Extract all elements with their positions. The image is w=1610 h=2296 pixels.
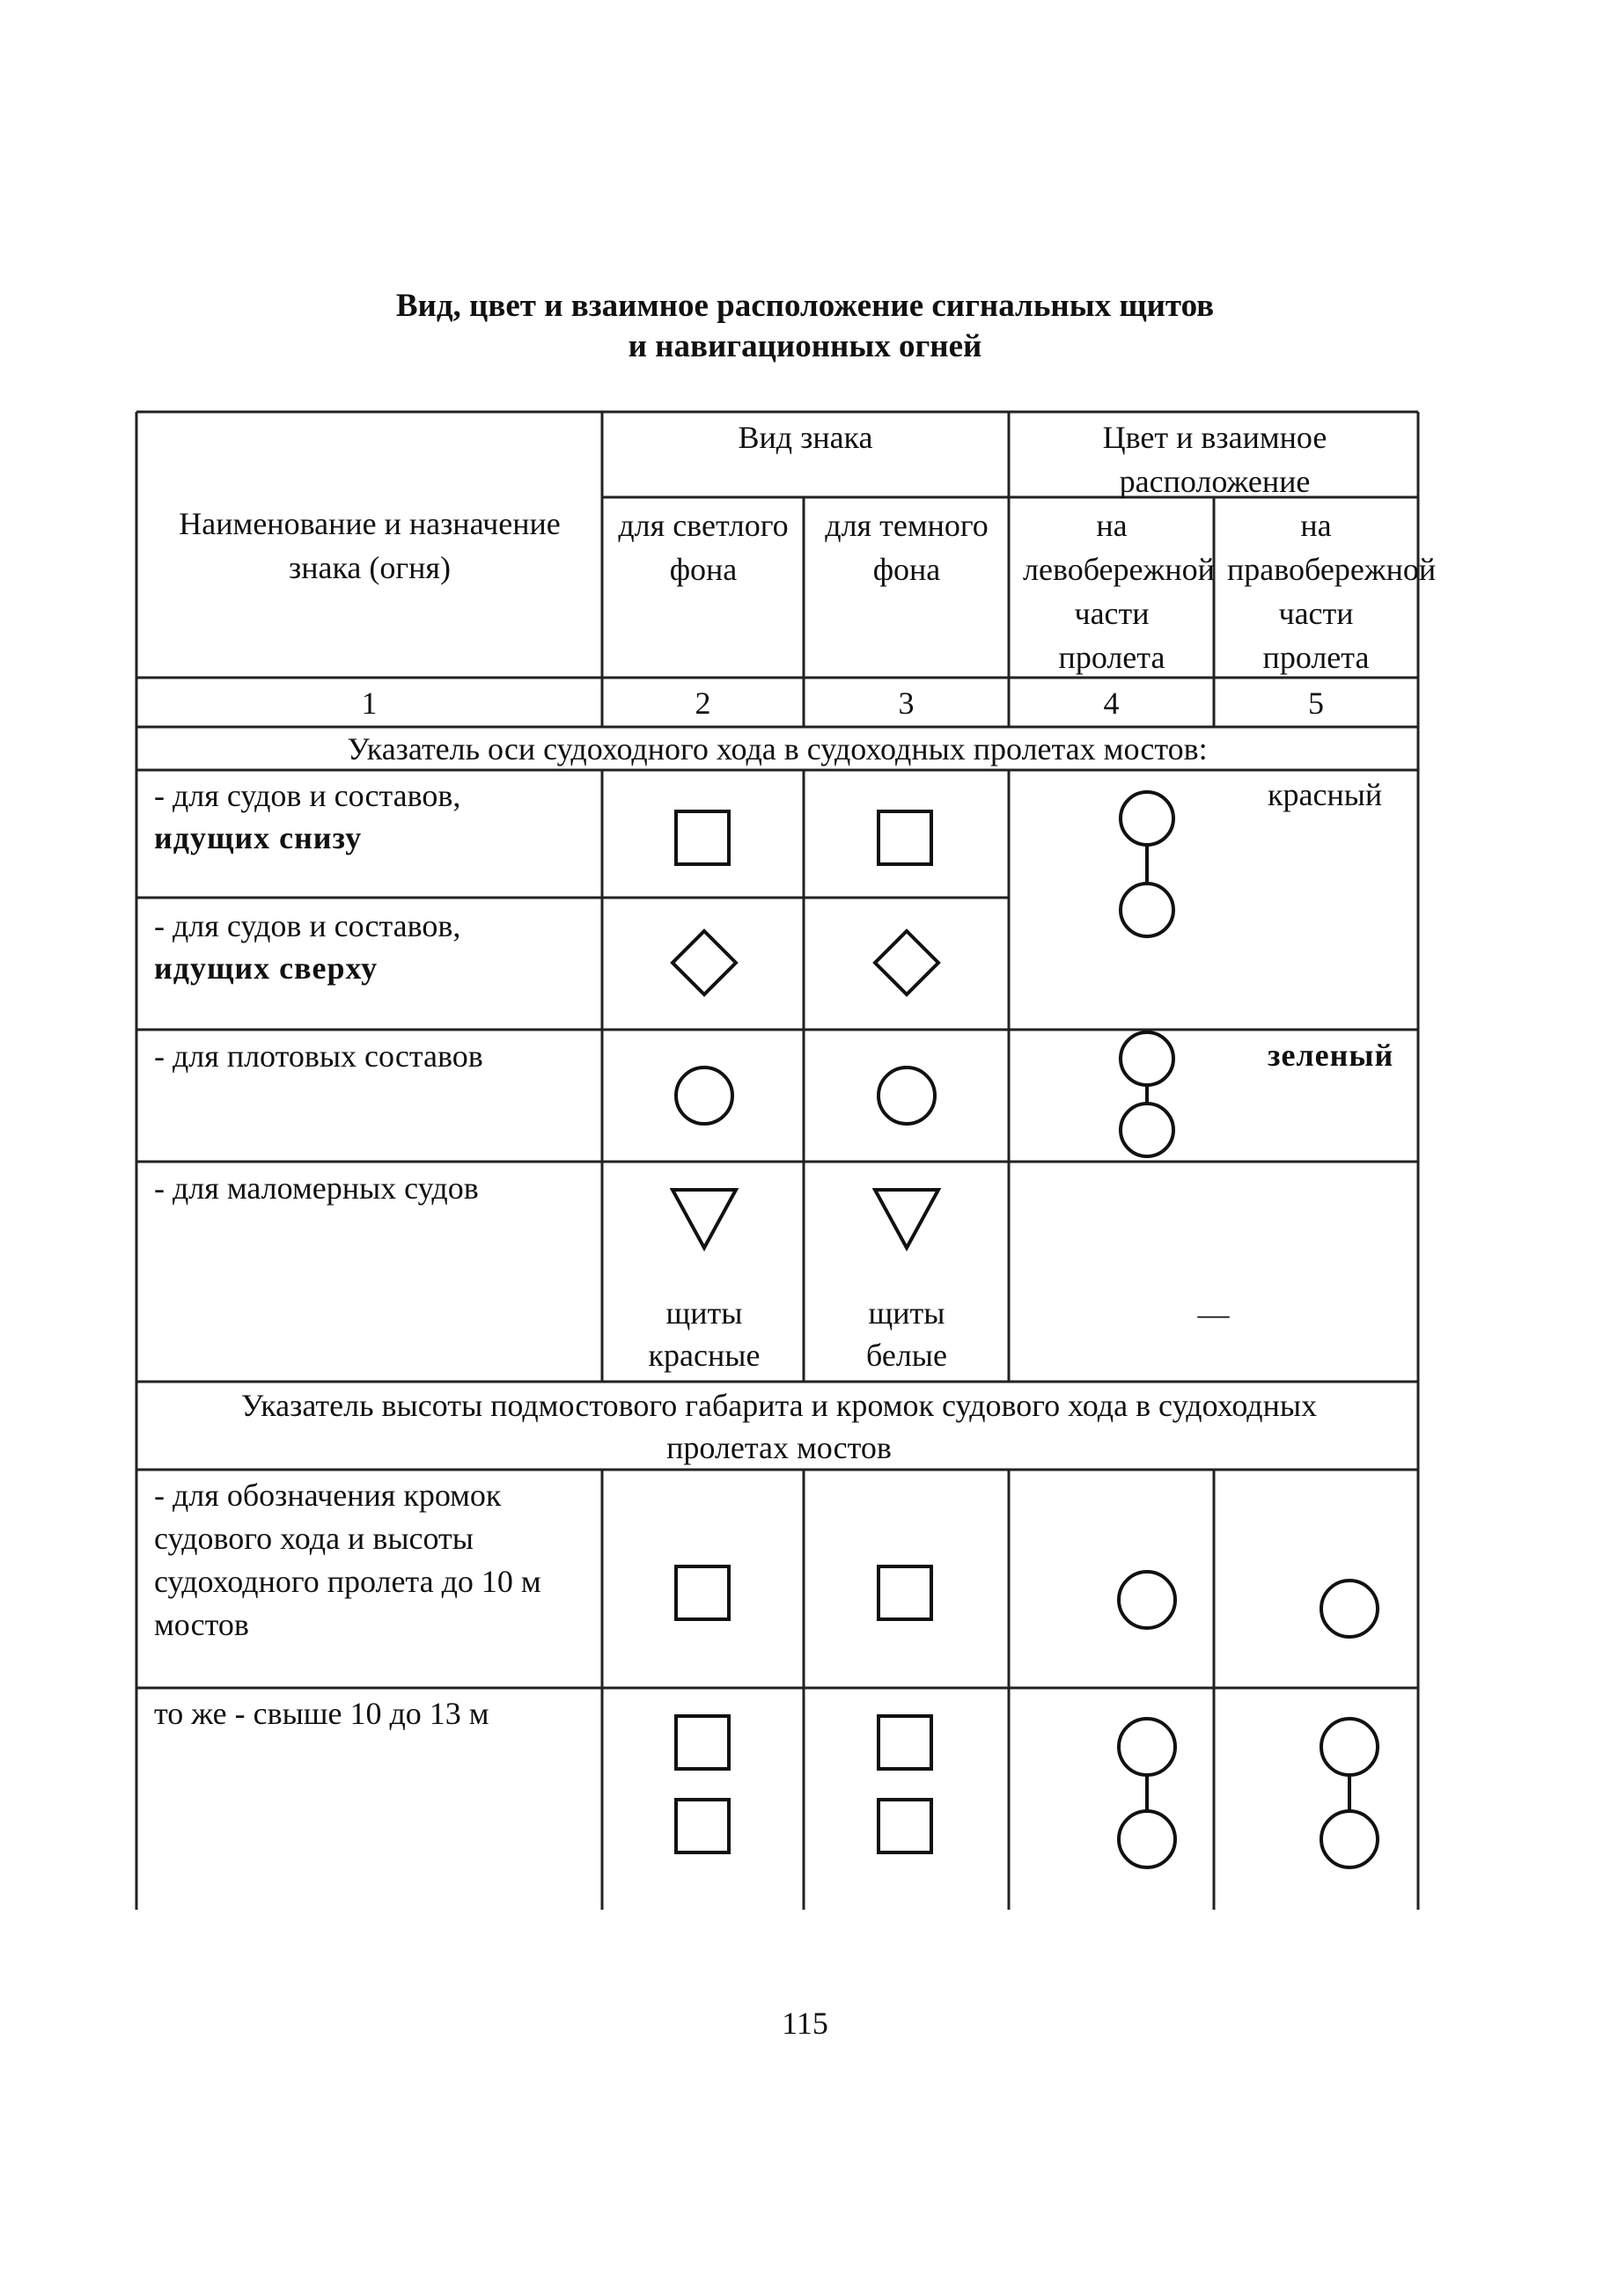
page-number: 115	[782, 2006, 828, 2041]
square-light-2-icon	[676, 1566, 729, 1619]
circle-left-3b-icon	[1119, 1811, 1175, 1867]
diamond-light-icon	[673, 931, 736, 994]
square-dark-icon	[879, 811, 931, 864]
row-name	[136, 774, 602, 859]
section2-title: Указатель высоты подмостового габарита и кромок судового хода в судоходных пролетах мостов	[240, 1388, 1318, 1465]
circle-dark-icon	[879, 1067, 935, 1124]
circle-right-3a-icon	[1321, 1719, 1378, 1775]
page-title-line2: и навигационных огней	[628, 328, 982, 364]
green-light-bottom-icon	[1121, 1104, 1173, 1156]
circle-right-3b-icon	[1321, 1811, 1378, 1867]
col-num-5: 5	[1308, 686, 1324, 721]
row-name	[136, 905, 602, 989]
header-col1: Наименование и назначение знака (огня)	[179, 506, 561, 585]
diamond-dark-icon	[875, 931, 938, 994]
note-dark-shields: щиты белые	[866, 1295, 947, 1373]
section1-title: Указатель оси судоходного хода в судоходных пролетах мостов:	[347, 731, 1208, 767]
header-col5: на правобережной части пролета	[1227, 508, 1437, 675]
col-num-2: 2	[695, 686, 711, 721]
circle-light-icon	[676, 1067, 732, 1124]
page-title-line1: Вид, цвет и взаимное расположение сигнальных щитов	[395, 288, 1215, 324]
row-name-line2: идущих сверху	[154, 950, 379, 986]
note-light-shields: щиты красные	[648, 1295, 761, 1373]
row-name: - для обозначения кромок судового хода и высоты судоходного пролета до 10 м мостов	[154, 1478, 541, 1642]
row-name: - для плотовых составов	[154, 1038, 483, 1074]
header-col4: на левобережной части пролета	[1023, 508, 1215, 675]
triangle-dark-icon	[875, 1190, 938, 1248]
col-num-3: 3	[898, 686, 915, 721]
triangle-light-icon	[673, 1190, 736, 1248]
row-name-line1: - для судов и составов,	[154, 778, 461, 813]
color-green-label: зеленый	[1268, 1038, 1394, 1073]
no-sign-dash: —	[1197, 1296, 1230, 1331]
square-dark-3a-icon	[879, 1716, 931, 1769]
square-dark-3b-icon	[879, 1800, 931, 1852]
row-name-line2: идущих снизу	[154, 820, 363, 855]
color-red-label: красный	[1268, 777, 1383, 812]
square-light-3b-icon	[676, 1800, 729, 1852]
row-name: - для маломерных судов	[154, 1170, 479, 1206]
circle-left-bank-icon	[1119, 1572, 1175, 1628]
col-num-1: 1	[361, 686, 378, 721]
green-light-top-icon	[1121, 1032, 1173, 1085]
square-light-icon	[676, 811, 729, 864]
header-col2: для светлого фона	[618, 508, 789, 587]
header-col3: для темного фона	[825, 508, 989, 587]
square-light-3a-icon	[676, 1716, 729, 1769]
circle-left-3a-icon	[1119, 1719, 1175, 1775]
red-light-bottom-icon	[1121, 884, 1173, 936]
header-group1: Вид знака	[738, 420, 873, 455]
row-name-line1: - для судов и составов,	[154, 908, 461, 943]
square-dark-2-icon	[879, 1566, 931, 1619]
circle-right-bank-icon	[1321, 1581, 1378, 1637]
col-num-4: 4	[1103, 686, 1120, 721]
header-group2: Цвет и взаимное расположение	[1102, 420, 1327, 499]
red-light-top-icon	[1121, 792, 1173, 845]
row-name: то же - свыше 10 до 13 м	[154, 1696, 489, 1731]
